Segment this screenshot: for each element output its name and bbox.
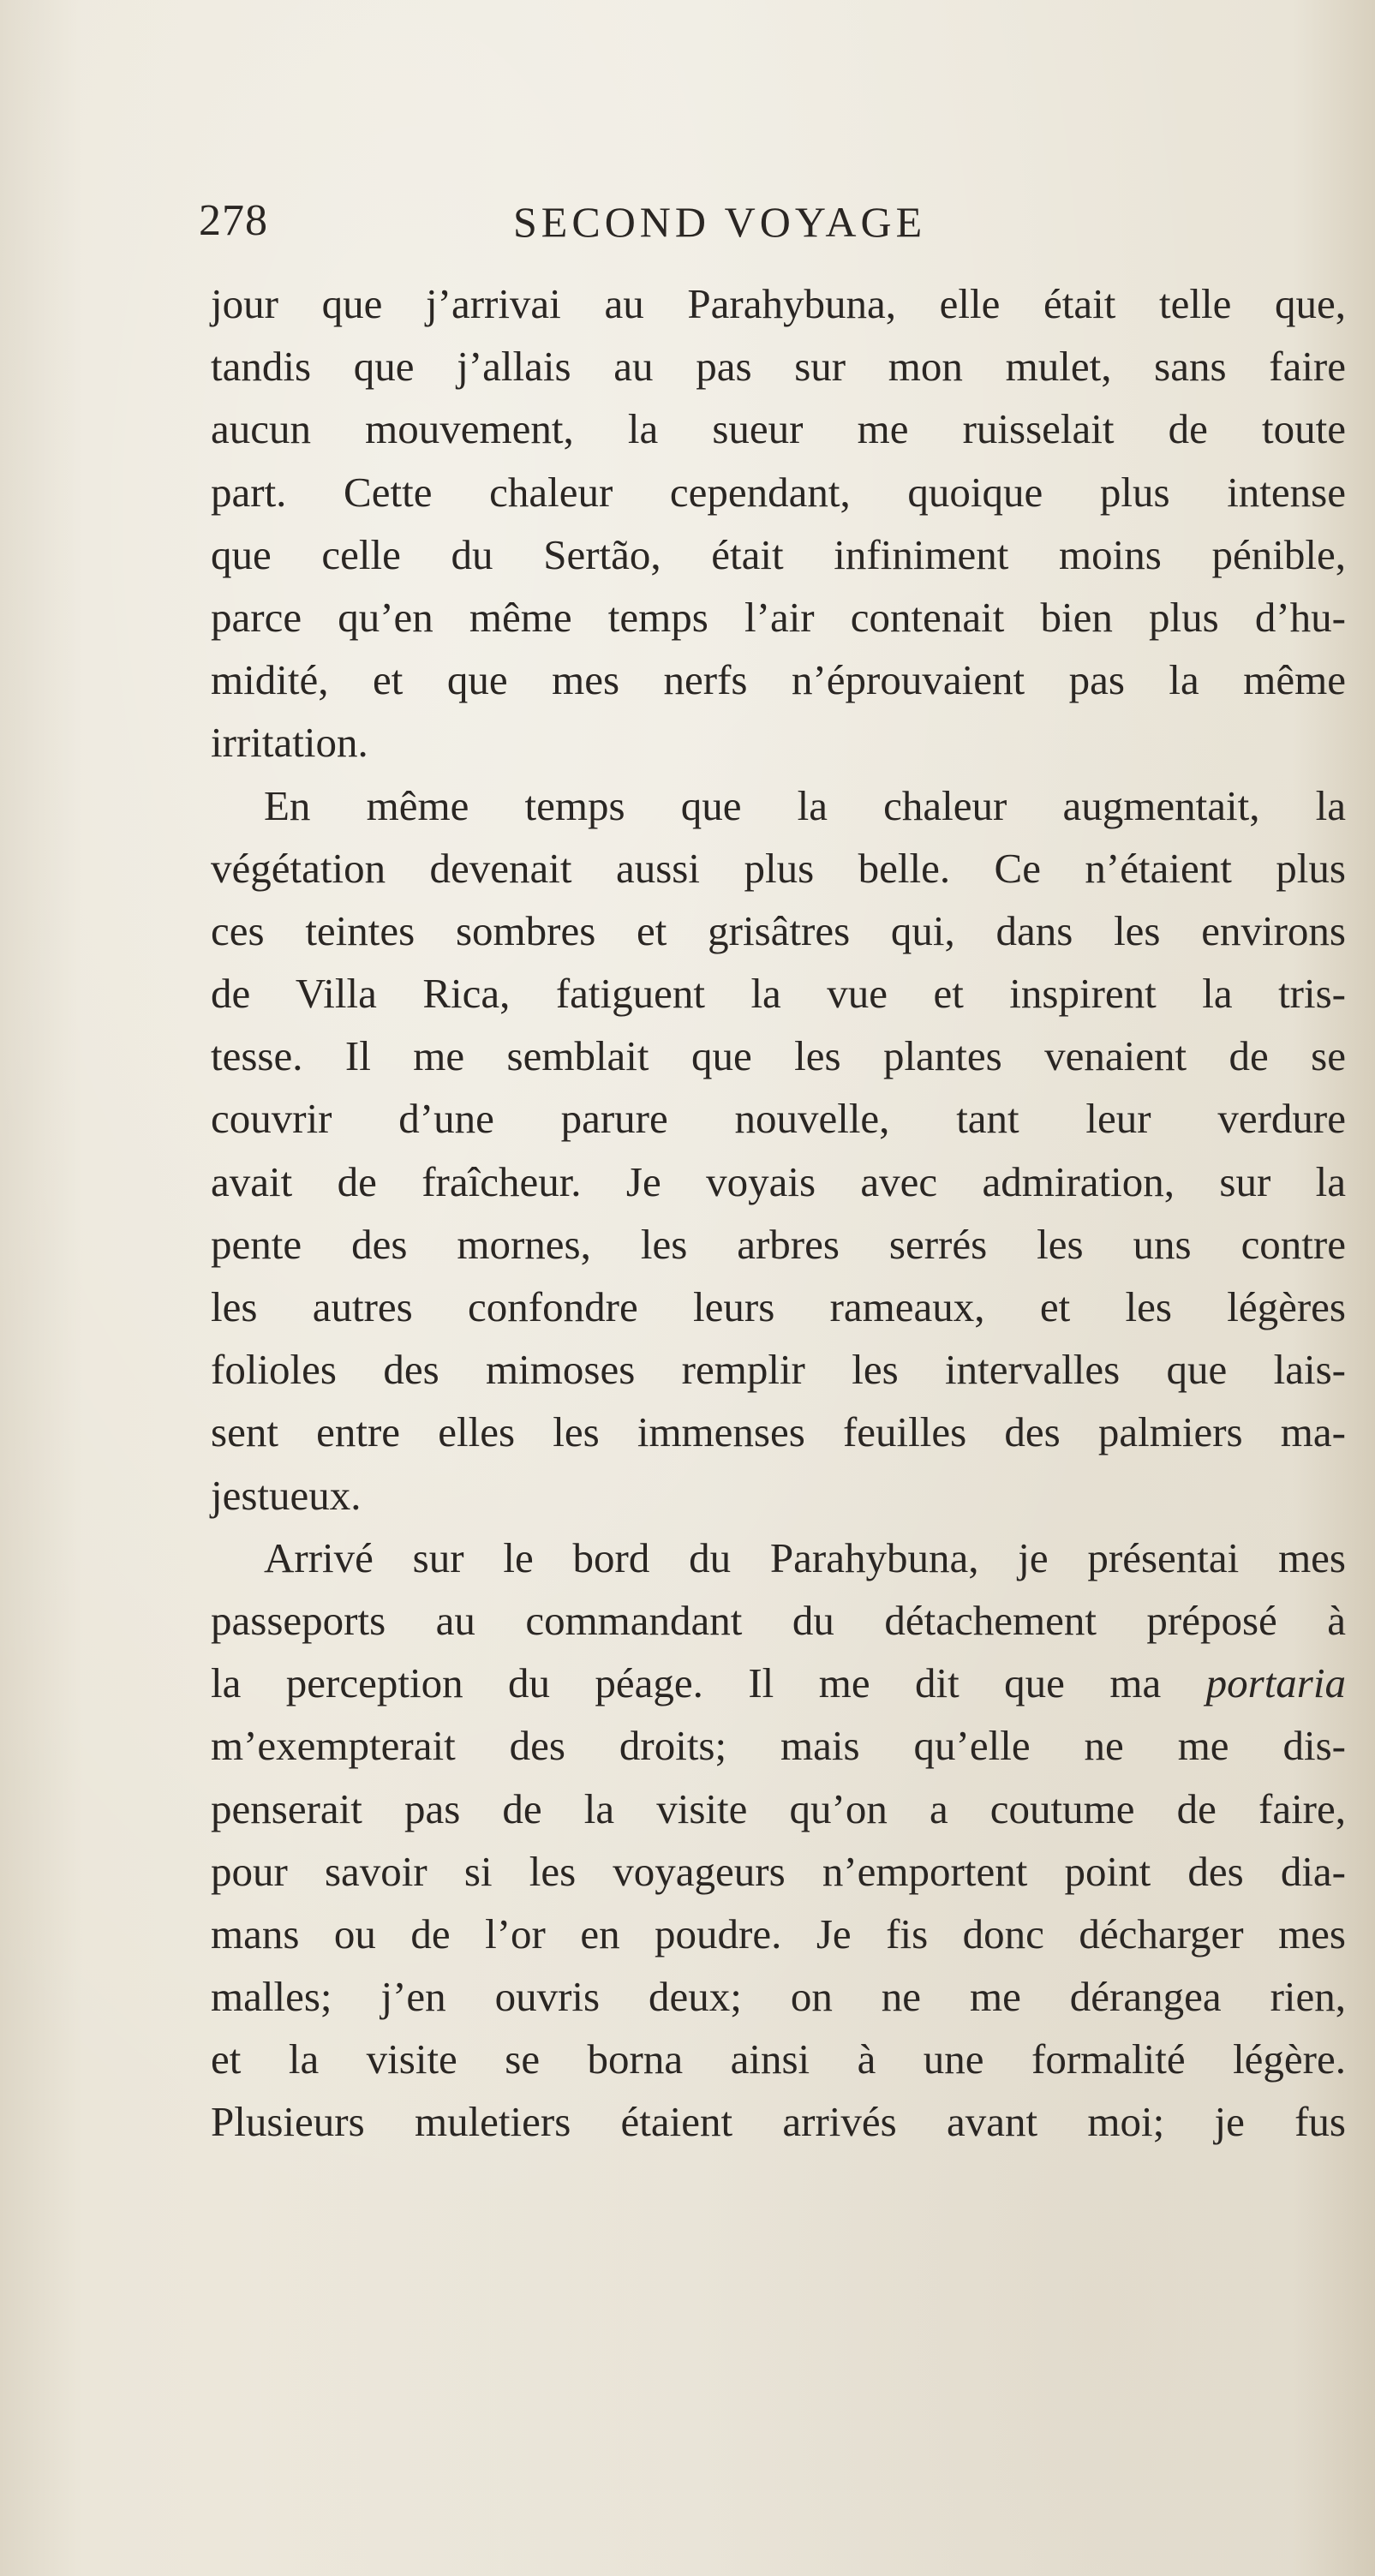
text-line: de Villa Rica, fatiguent la vue et inspirent la tris- (211, 970, 1346, 1018)
text-line: tandis que j’allais au pas sur mon mulet, sans faire (211, 343, 1346, 391)
text-line: En même temps que la chaleur augmentait, la (264, 781, 1346, 829)
text-line: pente des mornes, les arbres serrés les uns contre (211, 1220, 1346, 1268)
text-line: ces teintes sombres et grisâtres qui, dans les environs (211, 906, 1346, 954)
text-line: couvrir d’une parure nouvelle, tant leur verdure (211, 1095, 1346, 1143)
text-line: folioles des mimoses remplir les intervalles que lais- (211, 1346, 1346, 1394)
text-line: Plusieurs muletiers étaient arrivés avant moi; je fus (211, 2098, 1346, 2146)
text-line: jour que j’arrivai au Parahybuna, elle était telle que, (211, 280, 1346, 327)
text-line: que celle du Sertão, était infiniment moins pénible, (211, 530, 1346, 578)
text-line: passeports au commandant du détachement préposé à (211, 1596, 1346, 1644)
text-line: les autres confondre leurs rameaux, et les légères (211, 1283, 1346, 1330)
italic-term: portaria (1205, 1659, 1346, 1707)
text-line: jestueux. (211, 1471, 362, 1519)
text-line: la perception du péage. Il me dit que ma portaria (211, 1659, 1346, 1707)
text-line: avait de fraîcheur. Je voyais avec admiration, sur la (211, 1157, 1346, 1205)
text-line: mans ou de l’or en poudre. Je fis donc décharger mes (211, 1910, 1346, 1957)
text-line: végétation devenait aussi plus belle. Ce n’étaient plus (211, 844, 1346, 892)
text-line: m’exempterait des droits; mais qu’elle ne me dis- (211, 1722, 1346, 1770)
text-line: malles; j’en ouvris deux; on ne me dérangea rien, (211, 1973, 1346, 2021)
body-text (211, 272, 1346, 2154)
text-line: pour savoir si les voyageurs n’emportent point des dia- (211, 1847, 1346, 1895)
page-header (199, 195, 1055, 255)
text-line: tesse. Il me semblait que les plantes venaient de se (211, 1032, 1346, 1080)
text-line: parce qu’en même temps l’air contenait bien plus d’hu- (211, 593, 1346, 641)
text-line: midité, et que mes nerfs n’éprouvaient pas la même (211, 656, 1346, 704)
text-line: penserait pas de la visite qu’on a coutume de faire, (211, 1784, 1346, 1832)
text-line: sent entre elles les immenses feuilles des palmiers ma- (211, 1408, 1346, 1456)
running-title: SECOND VOYAGE (513, 198, 927, 246)
text-line: part. Cette chaleur cependant, quoique plus intense (211, 468, 1346, 516)
page-number: 278 (199, 196, 268, 245)
text-line: Arrivé sur le bord du Parahybuna, je présentai mes (264, 1533, 1346, 1581)
text-line: irritation. (211, 719, 368, 767)
text-line: aucun mouvement, la sueur me ruisselait de toute (211, 405, 1346, 453)
text-line: et la visite se borna ainsi à une formalité légère. (211, 2035, 1346, 2083)
